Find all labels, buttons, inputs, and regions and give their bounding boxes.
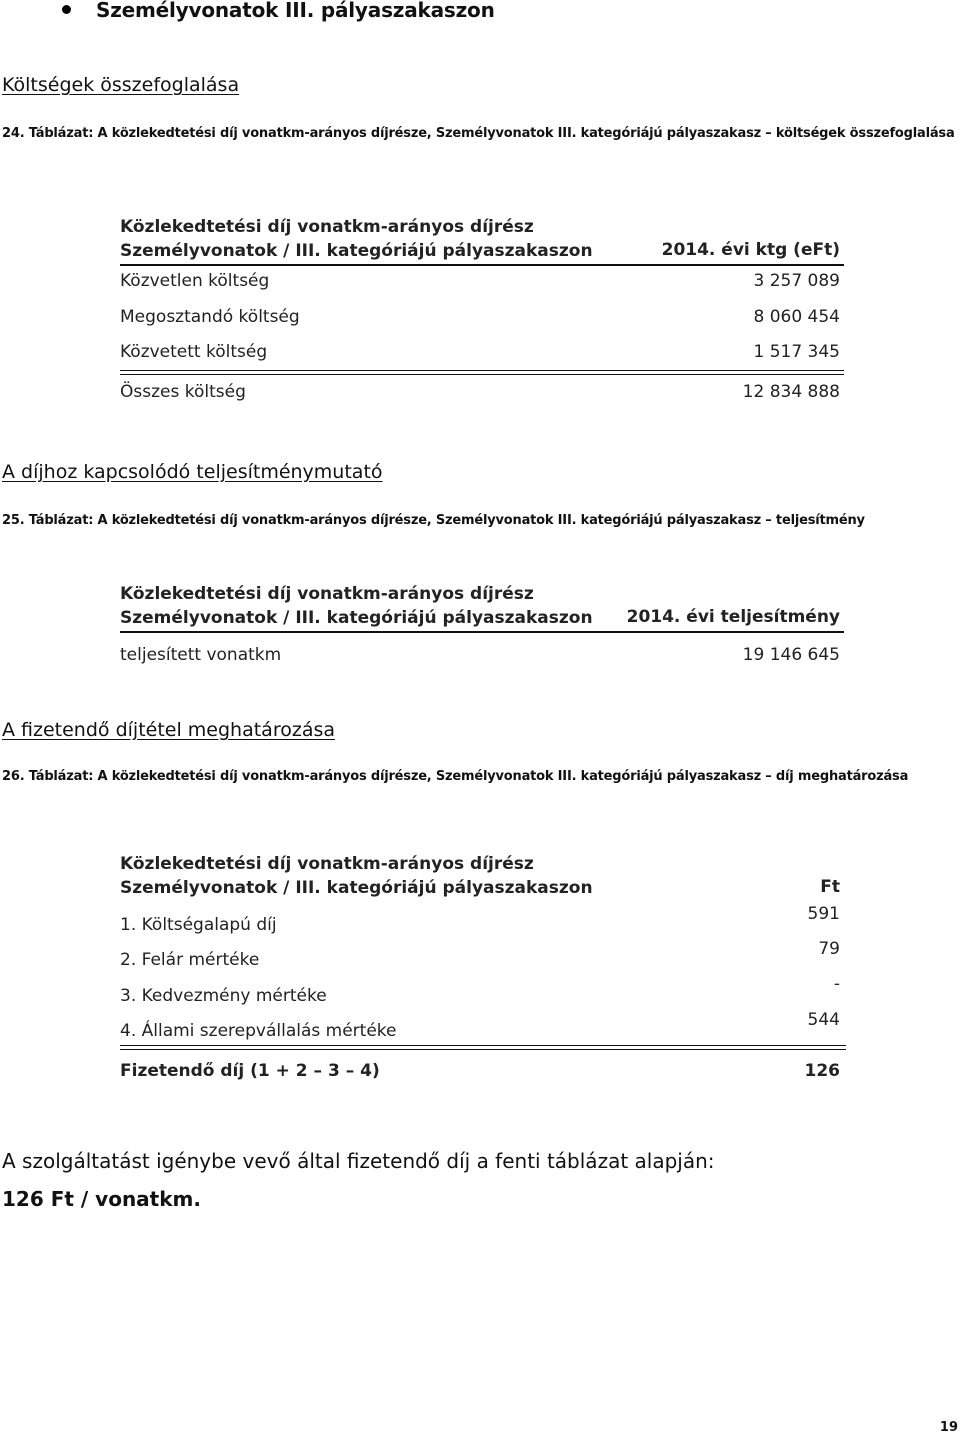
header-rule	[120, 631, 844, 633]
row-value-cost-based-fee: 591	[807, 904, 840, 924]
row-label-direct-cost: Közvetlen költség	[120, 271, 270, 291]
page-number: 19	[939, 1420, 958, 1435]
row-value-total-cost: 12 834 888	[742, 382, 840, 402]
row-value-state-contribution: 544	[807, 1010, 840, 1030]
page-heading: Személyvonatok III. pályaszakaszon	[96, 0, 495, 22]
row-label-shared-cost: Megosztandó költség	[120, 307, 300, 327]
row-value-indirect-cost: 1 517 345	[753, 342, 840, 362]
row-value-train-km: 19 146 645	[742, 645, 840, 665]
table-title-line1: Közlekedtetési díj vonatkm-arányos díjrész	[120, 854, 534, 874]
table-title-line2: Személyvonatok / III. kategóriájú pályaszakaszon	[120, 878, 593, 898]
table-title-line1: Közlekedtetési díj vonatkm-arányos díjrész	[120, 584, 534, 604]
header-rule	[120, 264, 844, 266]
column-header-cost: 2014. évi ktg (eFt)	[661, 240, 840, 260]
total-rule	[120, 370, 844, 375]
table-caption-24: 24. Táblázat: A közlekedtetési díj vonatkm-arányos díjrésze, Személyvonatok III. kategóriájú pályaszakasz – költségek összefoglalása	[2, 126, 955, 141]
table-caption-26: 26. Táblázat: A közlekedtetési díj vonatkm-arányos díjrésze, Személyvonatok III. kategóriájú pályaszakasz – díj meghatározása	[2, 769, 909, 784]
row-label-total-cost: Összes költség	[120, 382, 246, 402]
bullet-icon	[62, 5, 71, 14]
row-value-payable-fee: 126	[804, 1061, 840, 1081]
section-title-performance: A díjhoz kapcsolódó teljesítménymutató	[2, 461, 383, 483]
table-title-line2: Személyvonatok / III. kategóriájú pályaszakaszon	[120, 241, 593, 261]
row-value-surcharge: 79	[818, 939, 840, 959]
row-value-direct-cost: 3 257 089	[753, 271, 840, 291]
column-header-performance: 2014. évi teljesítmény	[626, 607, 840, 627]
column-header-ft: Ft	[820, 877, 840, 897]
table-title-line2: Személyvonatok / III. kategóriájú pályaszakaszon	[120, 608, 593, 628]
table-title-line1: Közlekedtetési díj vonatkm-arányos díjrész	[120, 217, 534, 237]
total-rule	[120, 1045, 846, 1050]
row-label-state-contribution: 4. Állami szerepvállalás mértéke	[120, 1021, 397, 1041]
row-label-indirect-cost: Közvetett költség	[120, 342, 268, 362]
section-title-costs: Költségek összefoglalása	[2, 74, 240, 96]
conclusion-text: A szolgáltatást igénybe vevő által fizetendő díj a fenti táblázat alapján:	[2, 1149, 715, 1173]
row-label-surcharge: 2. Felár mértéke	[120, 950, 260, 970]
row-label-payable-fee: Fizetendő díj (1 + 2 – 3 – 4)	[120, 1061, 380, 1081]
row-value-discount: -	[833, 974, 840, 994]
row-label-train-km: teljesített vonatkm	[120, 645, 282, 665]
conclusion-result: 126 Ft / vonatkm.	[2, 1187, 201, 1211]
row-label-discount: 3. Kedvezmény mértéke	[120, 986, 327, 1006]
row-label-cost-based-fee: 1. Költségalapú díj	[120, 915, 277, 935]
table-caption-25: 25. Táblázat: A közlekedtetési díj vonatkm-arányos díjrésze, Személyvonatok III. kategóriájú pályaszakasz – teljesítmény	[2, 513, 865, 528]
row-value-shared-cost: 8 060 454	[753, 307, 840, 327]
section-title-fee: A fizetendő díjtétel meghatározása	[2, 719, 336, 741]
